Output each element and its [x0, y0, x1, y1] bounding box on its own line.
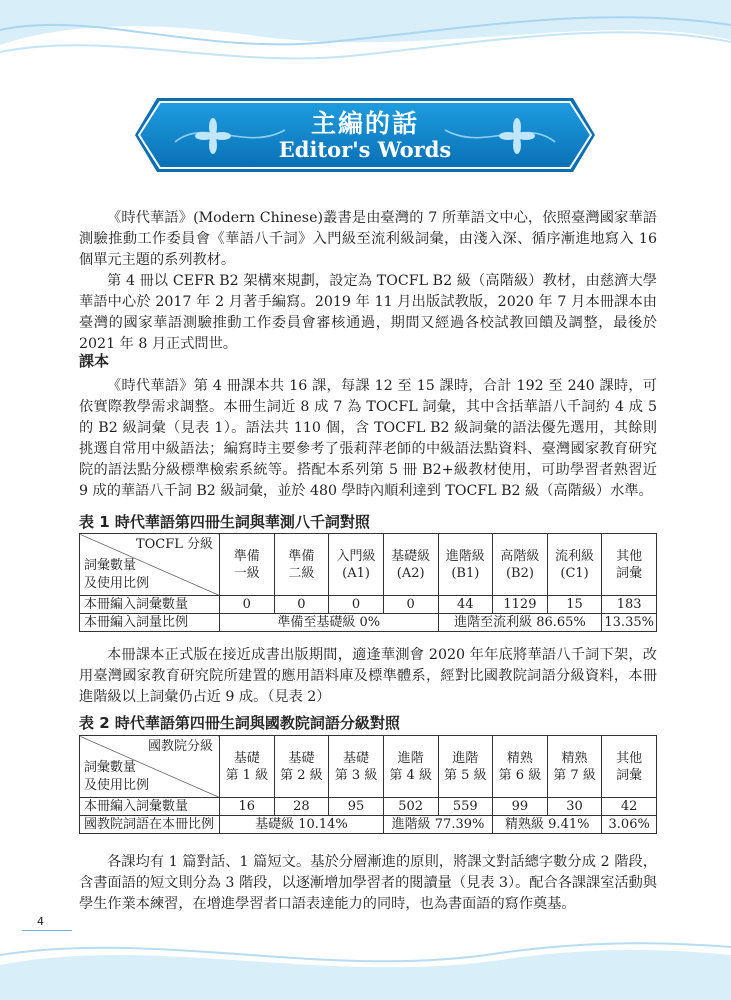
table2-group-cell: 進階級 77.39% — [383, 816, 492, 834]
table1-col-header: 準備 一級 — [220, 534, 275, 596]
table2-corner-cell: 國教院分級 詞彙數量 及使用比例 — [80, 736, 220, 798]
table1-group-cell: 準備至基礎級 0% — [220, 614, 439, 632]
title-banner — [135, 92, 595, 178]
table2-row-label: 國教院詞語在本冊比例 — [80, 816, 220, 834]
table2-col-header: 精熟 第 6 級 — [493, 736, 548, 798]
table1-cell: 1129 — [493, 596, 548, 614]
top-wave-decoration — [0, 0, 731, 90]
table1-group-cell: 13.35% — [602, 614, 657, 632]
page-number: 4 — [37, 915, 44, 928]
table1-col-header: 準備 二級 — [274, 534, 329, 596]
table2-col-header: 其他 詞彙 — [602, 736, 657, 798]
table1-col-header: 流利級 (C1) — [547, 534, 602, 596]
table1-row-label: 本冊編入詞彙數量 — [80, 596, 220, 614]
table2-col-header: 精熟 第 7 級 — [547, 736, 602, 798]
table2-cell: 28 — [274, 798, 329, 816]
table2-col-header: 基礎 第 2 級 — [274, 736, 329, 798]
table1-col-header: 高階級 (B2) — [493, 534, 548, 596]
bottom-wave-decoration — [0, 925, 731, 1000]
table2-cell: 42 — [602, 798, 657, 816]
intro-paragraph: 《時代華語》(Modern Chinese)叢書是由臺灣的 7 所華語文中心，依照臺灣國家華語測驗推動工作委員會《華語八千詞》入門級至流利級詞彙，由淺入深、循序漸進地寫入 16 個單元主題的系列教材。 — [79, 210, 657, 268]
table1-row-label: 本冊編入詞量比例 — [80, 614, 220, 632]
textbook-paragraph: 《時代華語》第 4 冊課本共 16 課，每課 12 至 15 課時，合計 192 至 240 課時，可依實際教學需求調整。本冊生詞近 8 成 7 為 TOCFL 詞彙，其中含括華語八千詞約 4 成 5 的 B2 級詞彙（見表 1）。語法共 110 個，含 TOCFL B2 級詞彙的語法優先選用，其餘則挑選自常用中級語法；編寫時主要參考了張莉萍老師的中級語法點資料、臺灣國家教育研究院的語法點分級標準檢索系統等。搭配本系列第 5 冊 B2+級教材使用，可助學習者熟習近 9 成的華語八千詞 B2 級詞彙，並於 480 學時內順利達到 TOCFL B2 級（高階級）水準。 — [79, 378, 657, 499]
table2-cell: 502 — [383, 798, 438, 816]
table2-cell: 95 — [329, 798, 384, 816]
table2-caption: 表 2 時代華語第四冊生詞與國教院詞語分級對照 — [79, 714, 400, 732]
table1-cell: 44 — [438, 596, 493, 614]
table1-count-row — [80, 596, 657, 614]
table1-caption: 表 1 時代華語第四冊生詞與華測八千詞對照 — [79, 513, 370, 531]
table1-group-cell: 進階至流利級 86.65% — [438, 614, 602, 632]
table1-cell: 0 — [220, 596, 275, 614]
table1-corner-cell: TOCFL 分級 詞彙數量 及使用比例 — [80, 534, 220, 596]
table2-count-row — [80, 798, 657, 816]
table2-col-header: 基礎 第 3 級 — [329, 736, 384, 798]
table2-group-cell: 精熟級 9.41% — [493, 816, 602, 834]
table2-col-header: 基礎 第 1 級 — [220, 736, 275, 798]
table1-ratio-row — [80, 614, 657, 632]
table2-col-header: 進階 第 4 級 — [383, 736, 438, 798]
table1-col-header: 入門級 (A1) — [329, 534, 384, 596]
table1-cell: 183 — [602, 596, 657, 614]
volume-paragraph: 第 4 冊以 CEFR B2 架構來規劃，設定為 TOCFL B2 級（高階級）教材，由慈濟大學華語中心於 2017 年 2 月著手編寫。2019 年 11 月出版試教版，2020 年 7 月本冊課本由臺灣的國家華語測驗推動工作委員會審核通過，期間又經過各校試教回饋及調整，最後於 2021 年 8 月正式問世。 — [79, 273, 657, 352]
table2-header-row — [80, 736, 657, 798]
table1 — [79, 533, 657, 632]
table2-cell: 99 — [493, 798, 548, 816]
table1-cell: 0 — [274, 596, 329, 614]
table1-header-row — [80, 534, 657, 596]
table2-ratio-row — [80, 816, 657, 834]
table2-cell: 30 — [547, 798, 602, 816]
page-number-rule — [22, 930, 72, 931]
table2-cell: 16 — [220, 798, 275, 816]
section-heading-textbook: 課本 — [79, 352, 110, 370]
banner-title-english: Editor's Words — [278, 137, 452, 162]
table2-row-label: 本冊編入詞彙數量 — [80, 798, 220, 816]
table1-col-header: 基礎級 (A2) — [383, 534, 438, 596]
lesson-paragraph: 各課均有 1 篇對話、1 篇短文。基於分層漸進的原則，將課文對話總字數分成 2 階段，含書面語的短文則分為 3 階段，以逐漸增加學習者的閱讀量（見表 3）。配合各課課室活動與學生作業本練習，在增進學習者口語表達能力的同時，也為書面語的寫作奠基。 — [79, 854, 657, 912]
table1-cell: 0 — [383, 596, 438, 614]
table2-col-header: 進階 第 5 級 — [438, 736, 493, 798]
table2-cell: 559 — [438, 798, 493, 816]
corpus-paragraph: 本冊課本正式版在接近成書出版期間，適逢華測會 2020 年年底將華語八千詞下架，改用臺灣國家教育研究院所建置的應用語料庫及標準體系，經對比國教院詞語分級資料，本冊進階級以上詞彙仍占近 9 成。（見表 2） — [79, 647, 657, 705]
table1-cell: 0 — [329, 596, 384, 614]
table2-group-cell: 基礎級 10.14% — [220, 816, 384, 834]
table1-col-header: 進階級 (B1) — [438, 534, 493, 596]
table2 — [79, 735, 657, 834]
table1-cell: 15 — [547, 596, 602, 614]
table1-col-header: 其他 詞彙 — [602, 534, 657, 596]
banner-title-chinese: 主編的話 — [310, 109, 419, 138]
table2-group-cell: 3.06% — [602, 816, 657, 834]
